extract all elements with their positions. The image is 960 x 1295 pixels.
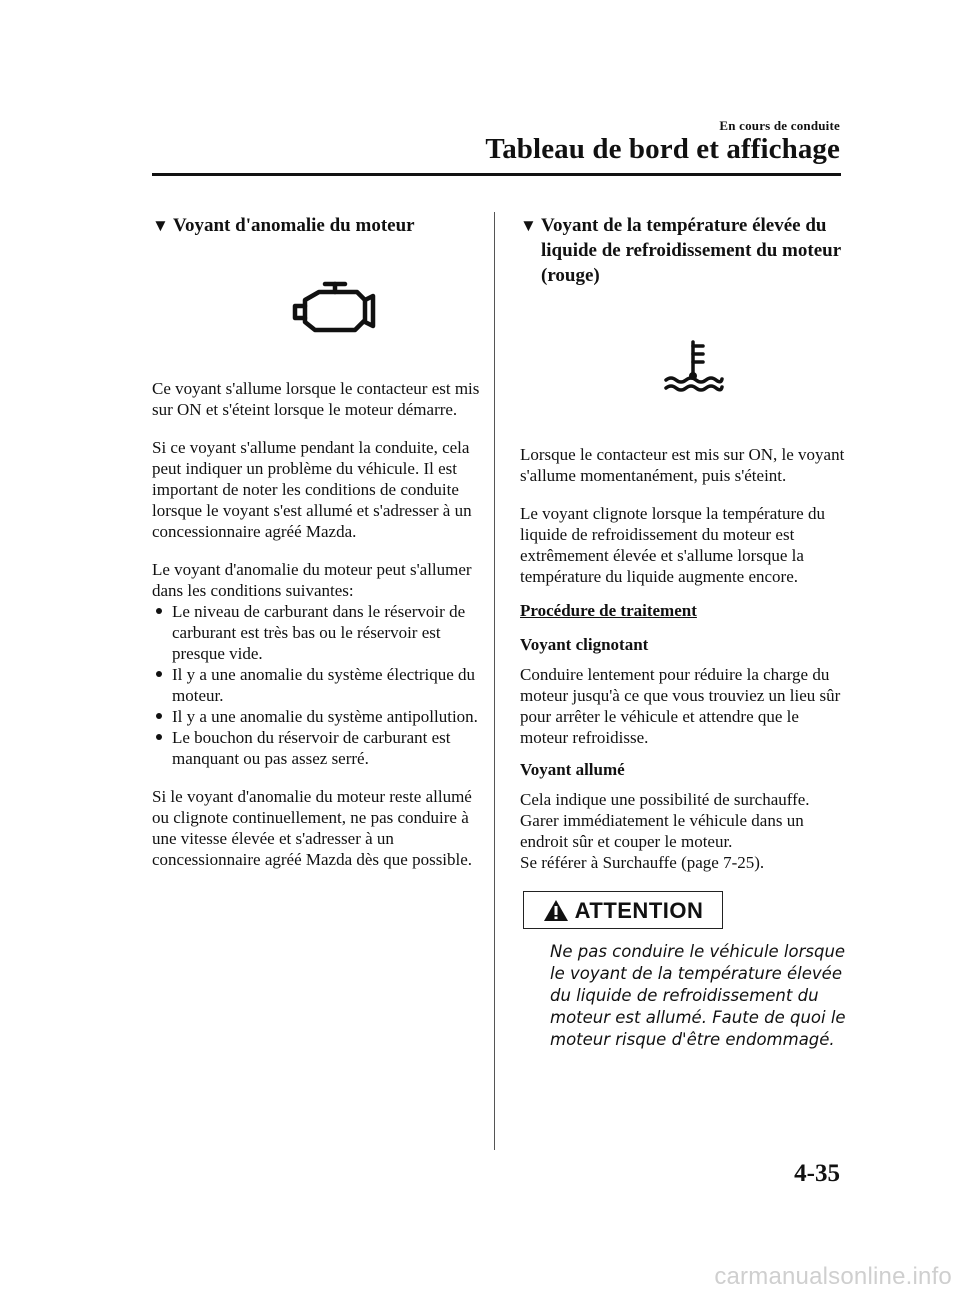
paragraph: Si ce voyant s'allume pendant la conduite, cela peut indiquer un problème du véhicule. Il est important de noter les conditions de conduite lorsque le voyant s'est allumé et s'adresser à un concessionnaire agréé Mazda. (152, 438, 472, 541)
triangle-marker-icon: ▼ (520, 216, 537, 235)
section-title-coolant (520, 213, 850, 288)
left-column (152, 213, 482, 887)
column-divider (494, 212, 495, 1150)
bullet-icon (156, 671, 162, 677)
coolant-temperature-icon (662, 340, 724, 392)
watermark: carmanualsonline.info (714, 1263, 952, 1290)
attention-box (523, 891, 723, 929)
triangle-marker-icon: ▼ (152, 216, 169, 235)
list-item (152, 664, 482, 706)
paragraph: Ce voyant s'allume lorsque le contacteur est mis sur ON et s'éteint lorsque le moteur démarre. (152, 379, 480, 419)
paragraph: Le voyant clignote lorsque la température du liquide de refroidissement du moteur est extrêmement élevée et s'allume lorsque la température du liquide augmente encore. (520, 504, 825, 586)
paragraph: Lorsque le contacteur est mis sur ON, le voyant s'allume momentanément, puis s'éteint. (520, 445, 845, 485)
paragraph: Cela indique une possibilité de surchauffe. Garer immédiatement le véhicule dans un endroit sûr et couper le moteur. (520, 790, 810, 851)
engine-check-icon (289, 280, 381, 336)
paragraph: Conduire lentement pour réduire la charge du moteur jusqu'à ce que vous trouviez un lieu sûr pour arrêter le véhicule et attendre que le moteur refroidisse. (520, 665, 841, 747)
page-title: Tableau de bord et affichage (485, 133, 840, 165)
header-subtitle: En cours de conduite (719, 118, 840, 133)
list-item (152, 727, 482, 769)
section-title-text: Voyant d'anomalie du moteur (173, 215, 415, 236)
condition-list (152, 601, 482, 769)
list-item (152, 706, 482, 727)
list-item-text: Le bouchon du réservoir de carburant est manquant ou pas assez serré. (172, 728, 451, 768)
list-item (152, 601, 482, 664)
procedure-heading: Procédure de traitement (520, 601, 697, 620)
reference-text: Se référer à Surchauffe (page 7-25). (520, 853, 765, 872)
paragraph: Le voyant d'anomalie du moteur peut s'allumer dans les conditions suivantes: (152, 560, 472, 600)
bullet-icon (156, 713, 162, 719)
warning-triangle-icon (543, 899, 569, 922)
list-item-text: Il y a une anomalie du système électrique du moteur. (172, 665, 476, 705)
list-item-text: Il y a une anomalie du système antipollution. (172, 707, 478, 726)
section-title-engine (152, 213, 482, 238)
list-item-text: Le niveau de carburant dans le réservoir de carburant est très bas ou le réservoir est presque vide. (172, 602, 466, 663)
bullet-icon (156, 734, 162, 740)
on-heading: Voyant allumé (520, 760, 625, 779)
attention-label: ATTENTION (574, 897, 704, 923)
header-rule (152, 173, 841, 176)
right-column (520, 213, 850, 1051)
paragraph: Si le voyant d'anomalie du moteur reste allumé ou clignote continuellement, ne pas conduire à une vitesse élevée et s'adresser à un concessionnaire agréé Mazda dès que possible. (152, 787, 473, 869)
blinking-heading: Voyant clignotant (520, 635, 649, 654)
page-number: 4-35 (794, 1160, 840, 1187)
attention-text: Ne pas conduire le véhicule lorsque le voyant de la température élevée du liquide de refroidissement du moteur est allumé. Faute de quoi le moteur risque d'être endommagé. (550, 942, 846, 1049)
section-title-text: Voyant de la température élevée du liquide de refroidissement du moteur (rouge) (541, 215, 841, 286)
bullet-icon (156, 608, 162, 614)
